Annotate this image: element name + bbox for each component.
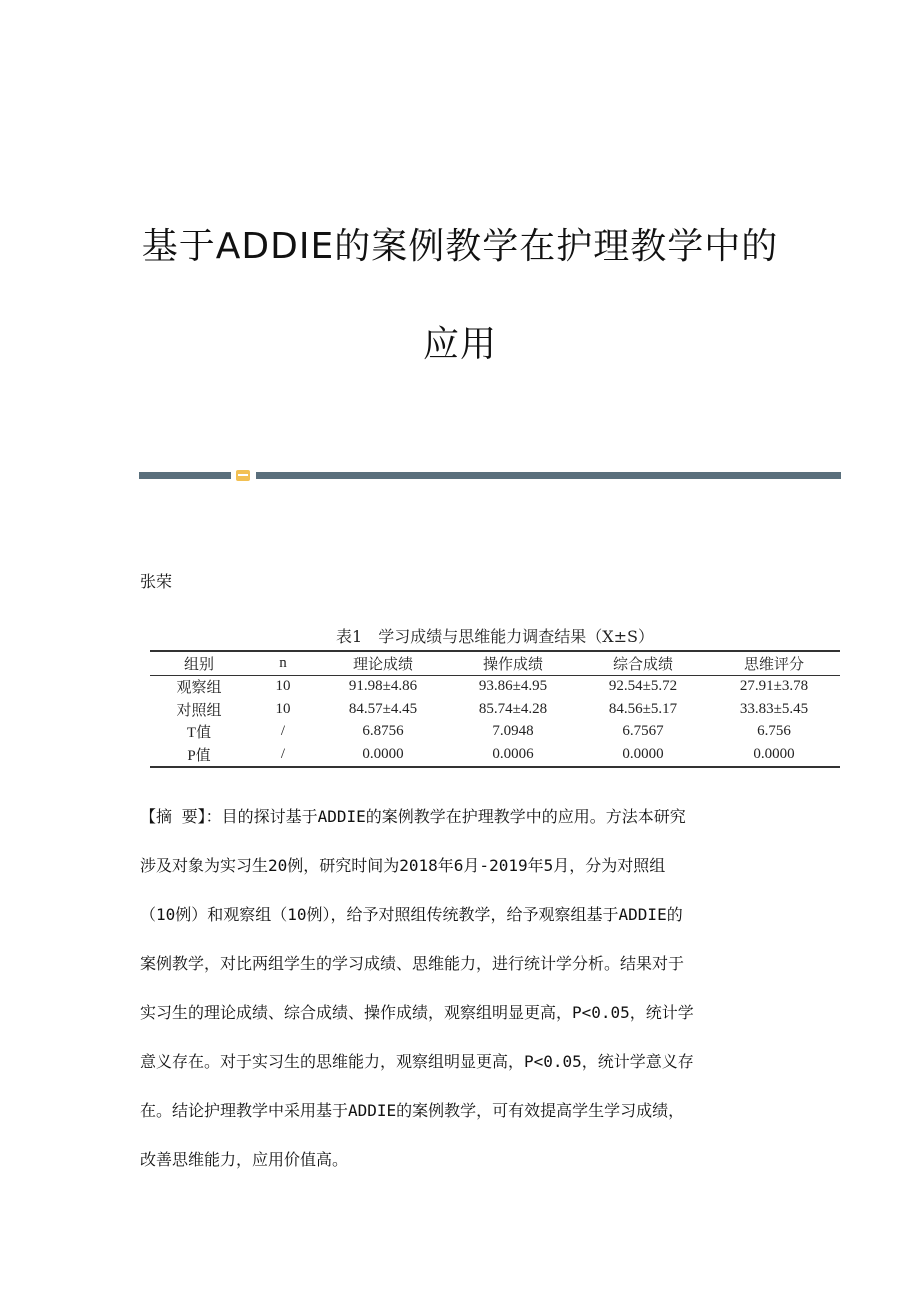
table-cell: 0.0006	[492, 745, 534, 762]
divider-ornament-icon	[236, 470, 250, 481]
abstract-line: （10例）和观察组（10例），给予对照组传统教学，给予观察组基于ADDIE的	[140, 905, 683, 924]
table-cell: 84.57±4.45	[348, 700, 418, 717]
abstract-line: 在。结论护理教学中采用基于ADDIE的案例教学，可有效提高学生学习成绩，	[140, 1101, 685, 1120]
header-operation-score: 操作成绩	[482, 656, 543, 673]
table-cell: /	[280, 723, 286, 740]
abstract-line: 【摘 要】：目的探讨基于ADDIE的案例教学在护理教学中的应用。方法本研究	[140, 807, 686, 826]
table-header-row	[150, 651, 840, 675]
table-cell: 85.74±4.28	[478, 700, 548, 717]
table-row	[150, 698, 840, 721]
table-cell: 10	[275, 700, 291, 717]
table-cell: 6.756	[757, 723, 791, 740]
document-title-line-2: 应用	[422, 324, 497, 365]
table-cell: 27.91±3.78	[739, 678, 809, 695]
table-cell: 84.56±5.17	[608, 700, 678, 717]
header-group: 组别	[183, 656, 214, 673]
table-cell: 33.83±5.45	[739, 700, 809, 717]
table-cell: 10	[275, 678, 291, 695]
results-table	[150, 650, 840, 768]
table-row	[150, 675, 840, 698]
table-cell: 7.0948	[492, 723, 534, 740]
header-thinking-score: 思维评分	[743, 656, 804, 673]
table-cell: 91.98±4.86	[348, 678, 418, 695]
header-n: n	[279, 654, 287, 671]
header-theory-score: 理论成绩	[352, 656, 413, 673]
divider-bar-left	[139, 472, 231, 479]
table-cell: 93.86±4.95	[478, 678, 548, 695]
table-cell: 6.8756	[362, 723, 404, 740]
abstract-line: 意义存在。对于实习生的思维能力，观察组明显更高，P<0.05，统计学意义存	[140, 1052, 694, 1071]
table-cell: 0.0000	[753, 745, 795, 762]
table-row	[150, 743, 840, 767]
abstract-paragraph	[140, 792, 790, 1184]
title-divider	[139, 470, 841, 482]
abstract-line: 实习生的理论成绩、综合成绩、操作成绩，观察组明显更高，P<0.05，统计学	[140, 1003, 694, 1022]
abstract-line: 改善思维能力，应用价值高。	[140, 1150, 349, 1169]
divider-bar-right	[256, 472, 841, 479]
table-cell: 对照组	[176, 702, 222, 719]
table-cell: 0.0000	[622, 745, 664, 762]
author-name: 张荣	[140, 572, 173, 591]
table-cell: 观察组	[176, 680, 222, 697]
table-cell: P值	[187, 747, 211, 764]
table-row	[150, 721, 840, 744]
table-cell: 92.54±5.72	[608, 678, 678, 695]
abstract-line: 案例教学，对比两组学生的学习成绩、思维能力，进行统计学分析。结果对于	[140, 954, 685, 973]
table-cell: 0.0000	[362, 745, 404, 762]
table-caption: 表1 学习成绩与思维能力调查结果（X±S）	[336, 627, 654, 646]
document-title-line-1: 基于ADDIE的案例教学在护理教学中的	[141, 226, 779, 267]
table-cell: T值	[186, 725, 212, 742]
table-cell: 6.7567	[622, 723, 664, 740]
abstract-line: 涉及对象为实习生20例，研究时间为2018年6月-2019年5月，分为对照组	[140, 856, 666, 875]
header-overall-score: 综合成绩	[612, 656, 673, 673]
table-cell: /	[280, 745, 286, 762]
